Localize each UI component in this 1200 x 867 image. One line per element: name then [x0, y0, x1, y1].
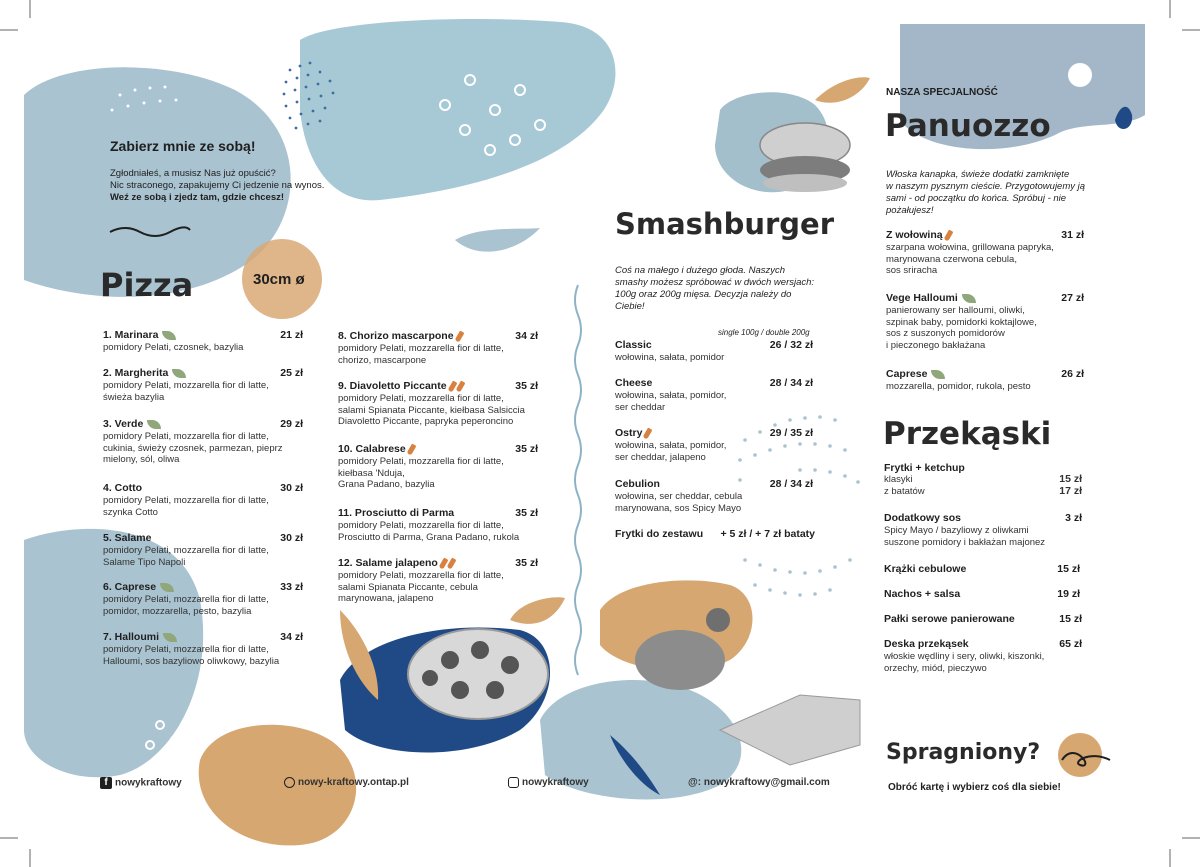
item-desc: marynowana, jalapeno	[338, 593, 434, 604]
item-price: 19 zł	[1057, 588, 1080, 600]
item-name: Nachos + salsa	[884, 588, 961, 600]
takeaway-line-1: Zgłodniałeś, a musisz Nas już opuścić?	[110, 168, 276, 179]
vegetarian-leaf-icon	[162, 331, 176, 340]
panuozzo-item	[886, 292, 1084, 351]
website-link[interactable]	[284, 777, 409, 788]
instagram-icon	[508, 777, 519, 788]
item-desc: pomidory Pelati, mozzarella fior di latte,	[103, 594, 269, 605]
chili-icon	[447, 380, 457, 392]
panuozzo-item	[886, 229, 1084, 277]
item-price: 33 zł	[280, 581, 303, 593]
vegetarian-leaf-icon	[172, 369, 186, 378]
pizza-item	[338, 507, 538, 543]
pizza-item	[103, 532, 303, 568]
panuozzo-item	[886, 368, 1084, 393]
item-desc: włoskie wędliny i sery, oliwki, kiszonki,	[884, 651, 1045, 662]
item-name: Dodatkowy sos	[884, 512, 962, 524]
item-desc: sos z suszonych pomidorów	[886, 328, 1005, 339]
intro-line: Coś na małego i dużego głoda. Naszych	[615, 265, 786, 276]
item-name: Vege Halloumi	[886, 292, 958, 304]
item-desc: orzechy, miód, pieczywo	[884, 662, 987, 674]
item-desc: panierowany ser halloumi, oliwki,	[886, 305, 1025, 316]
item-price: 15 zł	[1057, 563, 1080, 575]
chili-icon	[943, 229, 953, 241]
item-price: 29 zł	[280, 418, 303, 430]
item-name: Cebulion	[615, 478, 660, 490]
item-price: 25 zł	[280, 367, 303, 379]
item-desc: szpinak baby, pomidorki koktajlowe,	[886, 316, 1037, 328]
item-price: 30 zł	[280, 482, 303, 494]
email-address: @: nowykraftowy@gmail.com	[688, 777, 830, 788]
item-price: 3 zł	[1065, 512, 1082, 524]
item-name: Pałki serowe panierowane	[884, 613, 1015, 625]
item-name: 10. Calabrese	[338, 443, 406, 455]
burger-item	[615, 478, 813, 514]
panuozzo-title: Panuozzo	[885, 108, 1051, 144]
item-desc: suszone pomidory i bakłażan majonez	[884, 536, 1046, 548]
item-price: 35 zł	[515, 507, 538, 519]
item-price: 28 / 34 zł	[769, 377, 813, 389]
item-price: 35 zł	[515, 557, 538, 569]
item-desc: wołowina, ser cheddar, cebula	[615, 491, 743, 502]
item-desc: Salame Tipo Napoli	[103, 556, 186, 568]
intro-line: sami - od początku do końca. Spróbuj - nie	[886, 193, 1067, 204]
snack-item	[884, 462, 1082, 497]
item-desc: pomidory Pelati, czosnek, bazylia	[103, 342, 244, 353]
pizza-item	[338, 330, 538, 366]
item-desc: chorizo, mascarpone	[338, 354, 427, 366]
item-desc: pomidory Pelati, mozzarella fior di latte,	[103, 431, 269, 442]
item-desc: pomidory Pelati, mozzarella fior di latte,	[103, 380, 269, 391]
item-name: 3. Verde	[103, 418, 144, 430]
panuozzo-intro	[886, 169, 1096, 217]
smashburger-intro	[615, 265, 835, 313]
item-desc: marynowana, sos Spicy Mayo	[615, 502, 742, 514]
pizza-item	[338, 443, 538, 491]
instagram-link[interactable]	[508, 777, 589, 788]
item-price: 28 / 34 zł	[769, 478, 813, 490]
takeaway-section	[110, 138, 370, 204]
burger-item	[615, 427, 813, 463]
pizza-title: Pizza	[100, 266, 194, 304]
item-name: Z wołowiną	[886, 229, 943, 241]
website-url: nowy-kraftowy.ontap.pl	[298, 777, 409, 789]
item-name: Classic	[615, 339, 652, 351]
item-name: 9. Diavoletto Piccante	[338, 380, 447, 392]
item-name: Frytki + ketchup	[884, 462, 965, 474]
item-desc: pomidory Pelati, mozzarella fior di latte,	[338, 456, 504, 467]
item-desc: pomidory Pelati, mozzarella fior di latte,	[103, 545, 269, 556]
item-desc: wołowina, sałata, pomidor,	[615, 390, 727, 401]
item-desc: kiełbasa 'Nduja,	[338, 467, 405, 479]
item-name: 4. Cotto	[103, 482, 143, 494]
item-price: 35 zł	[515, 380, 538, 392]
item-desc: pomidory Pelati, mozzarella fior di latte,	[103, 644, 269, 655]
item-price: 34 zł	[515, 330, 538, 342]
pizza-size-badge: 30cm ø	[253, 271, 305, 288]
globe-icon	[284, 777, 295, 788]
snack-item	[884, 588, 1080, 601]
item-price: 27 zł	[1061, 292, 1084, 304]
fries-addon	[615, 528, 815, 541]
item-option	[884, 486, 1082, 498]
item-desc: szynka Cotto	[103, 506, 158, 518]
item-desc: Halloumi, sos bazyliowo oliwkowy, bazylia	[103, 655, 280, 667]
item-price: + 5 zł / + 7 zł bataty	[720, 528, 815, 540]
instagram-handle: nowykraftowy	[522, 777, 589, 789]
item-name: 7. Halloumi	[103, 631, 160, 643]
pizza-item	[338, 380, 538, 428]
burger-item	[615, 377, 813, 413]
item-desc: marynowana czerwona cebula,	[886, 253, 1017, 265]
pizza-item	[338, 557, 538, 605]
snack-item	[884, 512, 1082, 548]
item-price: 15 zł	[1059, 473, 1082, 485]
item-desc: Diavoletto Piccante, papryka peperoncino	[338, 416, 514, 427]
option-label: klasyki	[884, 474, 913, 485]
facebook-icon: f	[100, 777, 112, 789]
item-price: 35 zł	[515, 443, 538, 455]
facebook-handle: nowykraftowy	[115, 777, 182, 789]
item-desc: ser cheddar, jalapeno	[615, 451, 706, 463]
item-name: Ostry	[615, 427, 643, 439]
item-desc: salami Spianata Piccante, cebula	[338, 581, 478, 593]
vegetarian-leaf-icon	[962, 294, 976, 303]
snack-item	[884, 638, 1082, 674]
vegetarian-leaf-icon	[160, 583, 174, 592]
drinks-title: Spragniony?	[886, 740, 1041, 765]
item-name: Deska przekąsek	[884, 638, 969, 650]
chili-icon	[454, 330, 464, 342]
chili-icon	[406, 443, 416, 455]
item-desc: pomidory Pelati, mozzarella fior di latte,	[338, 343, 504, 354]
item-desc: pomidory Pelati, mozzarella fior di latte,	[338, 520, 504, 531]
burger-item	[615, 339, 813, 364]
item-name: 2. Margherita	[103, 367, 169, 379]
intro-line: Włoska kanapka, świeże dodatki zamknięte	[886, 169, 1070, 180]
takeaway-line-2: Nic straconego, zapakujemy Ci jedzenie na wynos.	[110, 180, 325, 191]
item-desc: pomidor, mozzarella, pesto, bazylia	[103, 605, 252, 617]
item-name: 5. Salame	[103, 532, 152, 544]
pizza-item	[103, 482, 303, 518]
item-desc: Spicy Mayo / bazyliowy z oliwkami	[884, 525, 1029, 536]
chili-icon	[643, 427, 653, 439]
item-name: Krążki cebulowe	[884, 563, 967, 575]
item-desc: salami Spianata Piccante, kiełbasa Salsiccia	[338, 404, 525, 416]
item-desc: mielony, sól, oliwa	[103, 454, 180, 465]
item-name: Frytki do zestawu	[615, 528, 704, 540]
email-link[interactable]	[688, 777, 830, 788]
pizza-item	[103, 581, 303, 617]
item-price: 29 / 35 zł	[769, 427, 813, 439]
item-name: Caprese	[886, 368, 928, 380]
item-desc: pomidory Pelati, mozzarella fior di latte,	[103, 495, 269, 506]
item-price: 17 zł	[1059, 484, 1082, 497]
item-price: 26 / 32 zł	[769, 339, 813, 351]
item-price: 65 zł	[1059, 638, 1082, 650]
pizza-item	[103, 631, 303, 667]
item-desc: świeża bazylia	[103, 391, 165, 403]
drinks-subtitle: Obróć kartę i wybierz coś dla siebie!	[888, 782, 1061, 793]
smashburger-sizes-note: single 100g / double 200g	[718, 328, 810, 337]
przekaski-title: Przekąski	[883, 416, 1052, 452]
item-desc: ser cheddar	[615, 401, 666, 413]
takeaway-title: Zabierz mnie ze sobą!	[110, 138, 256, 154]
item-desc: i pieczonego bakłażana	[886, 339, 986, 351]
item-desc: pomidory Pelati, mozzarella fior di latte,	[338, 393, 504, 404]
item-name: 8. Chorizo mascarpone	[338, 330, 454, 342]
snack-item	[884, 563, 1080, 576]
takeaway-line-3: Weź ze sobą i zjedz tam, gdzie chcesz!	[110, 192, 285, 203]
item-desc: Grana Padano, bazylia	[338, 479, 435, 490]
snack-item	[884, 613, 1082, 626]
smashburger-title: Smashburger	[615, 207, 835, 241]
item-desc: cukinia, świeży czosnek, parmezan, pieprz	[103, 442, 283, 454]
item-desc: pomidory Pelati, mozzarella fior di latte,	[338, 570, 504, 581]
panuozzo-kicker: NASZA SPECJALNOŚĆ	[886, 87, 998, 98]
intro-line: 100g oraz 200g mięsa. Decyzja należy do	[615, 289, 792, 300]
item-name: 6. Caprese	[103, 581, 157, 593]
intro-line: pożałujesz!	[886, 205, 934, 216]
item-desc: wołowina, sałata, pomidor	[615, 352, 725, 363]
item-price: 31 zł	[1061, 229, 1084, 241]
item-option	[884, 474, 1082, 486]
item-price: 15 zł	[1059, 613, 1082, 625]
item-name: 1. Marinara	[103, 329, 159, 341]
facebook-link[interactable]	[100, 777, 182, 789]
item-price: 26 zł	[1061, 368, 1084, 380]
pizza-item	[103, 418, 303, 466]
pizza-item	[103, 367, 303, 403]
intro-line: w naszym pysznym cieście. Przygotowujemy ją	[886, 181, 1086, 192]
item-price: 30 zł	[280, 532, 303, 544]
item-name: 11. Prosciutto di Parma	[338, 507, 455, 519]
item-desc: szarpana wołowina, grillowana papryka,	[886, 242, 1054, 253]
item-price: 21 zł	[280, 329, 303, 341]
item-name: Cheese	[615, 377, 653, 389]
option-label: z batatów	[884, 485, 925, 497]
vegetarian-leaf-icon	[147, 420, 161, 429]
intro-line: Ciebie!	[615, 301, 645, 312]
pizza-item	[103, 329, 303, 354]
item-desc: sos sriracha	[886, 265, 938, 276]
vegetarian-leaf-icon	[163, 633, 177, 642]
item-desc: wołowina, sałata, pomidor,	[615, 440, 727, 451]
item-desc: mozzarella, pomidor, rukola, pesto	[886, 381, 1031, 392]
intro-line: smashy możesz spróbować w dwóch wersjach:	[615, 277, 815, 288]
item-desc: Prosciutto di Parma, Grana Padano, rukola	[338, 531, 520, 543]
vegetarian-leaf-icon	[931, 370, 945, 379]
item-price: 34 zł	[280, 631, 303, 643]
item-name: 12. Salame jalapeno	[338, 557, 438, 569]
